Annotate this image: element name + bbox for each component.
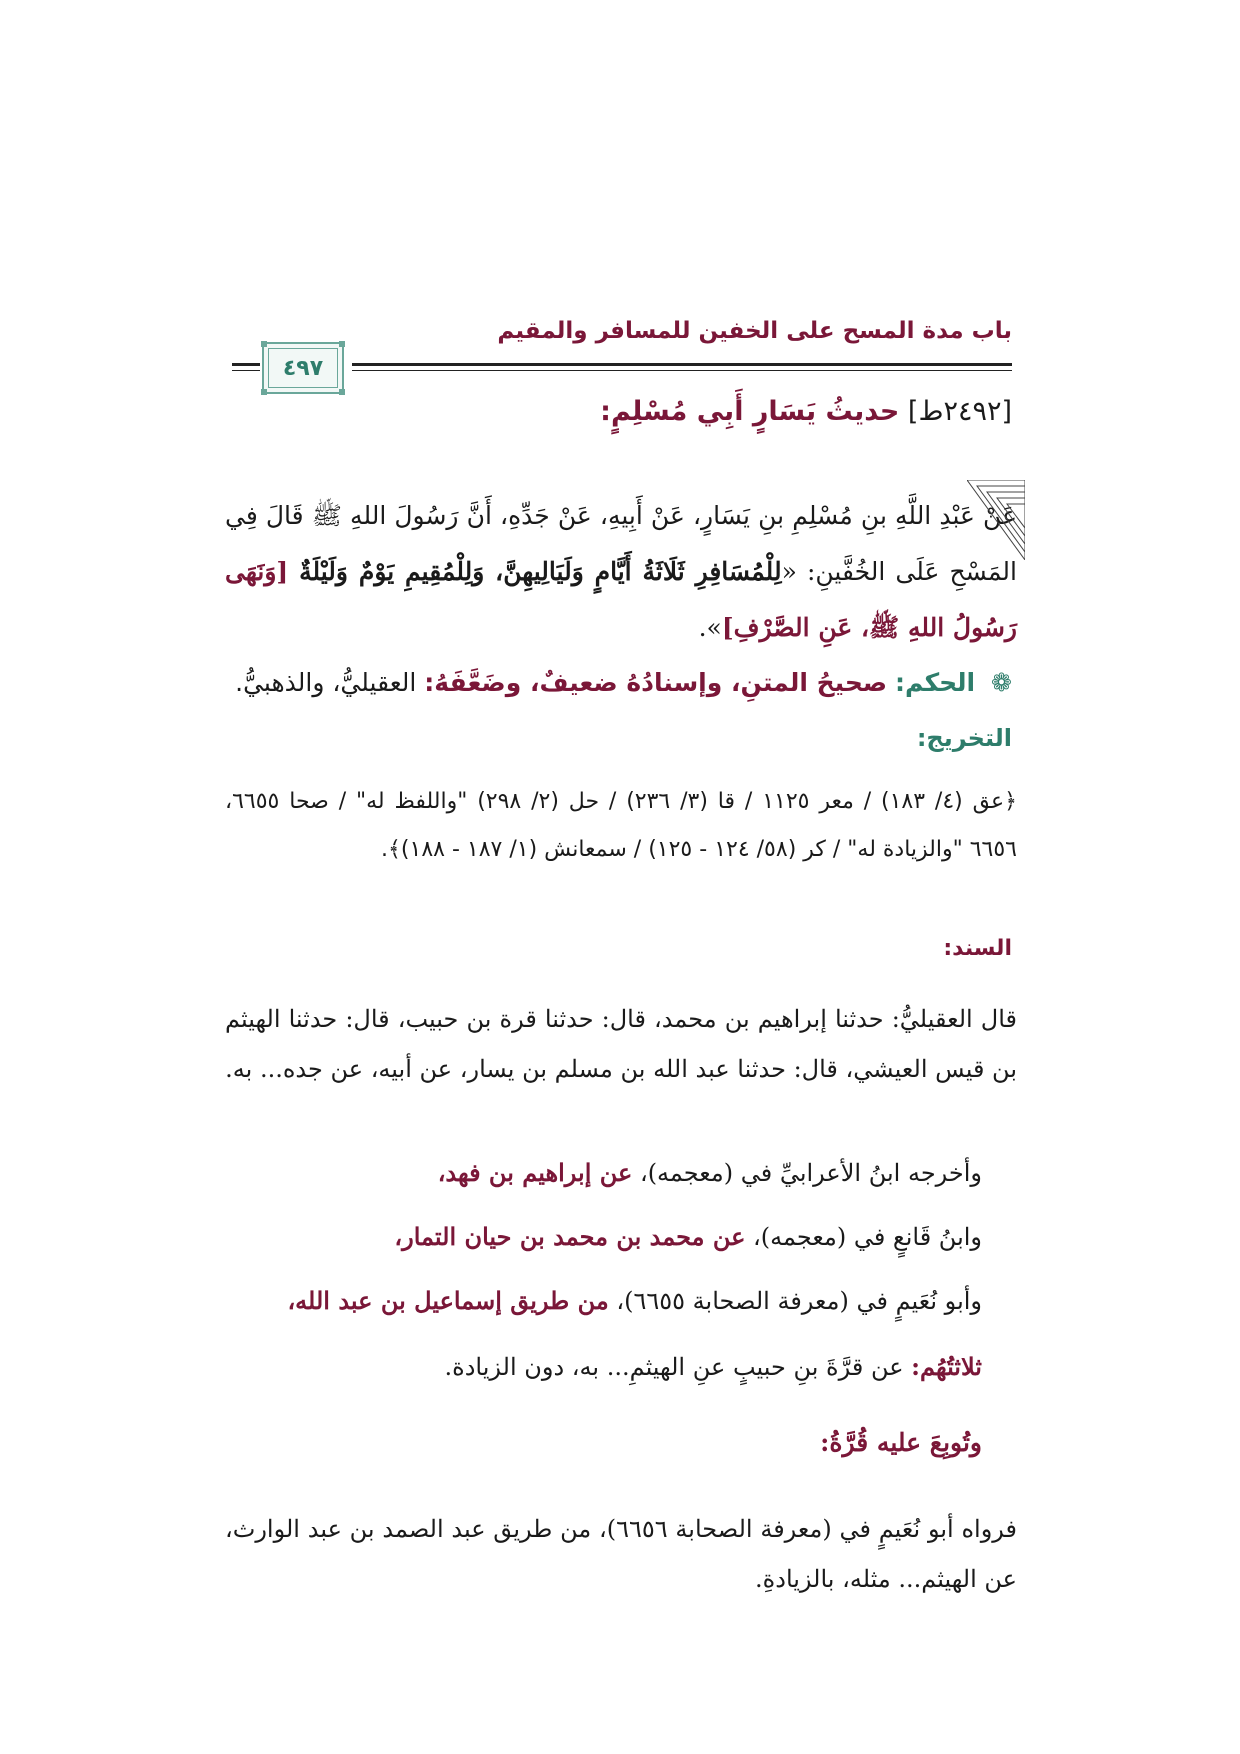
narration-chain: عن إبراهيم بن فهد، <box>437 1158 633 1187</box>
narration-chain: من طريق إسماعيل بن عبد الله، <box>287 1286 609 1315</box>
takhrij-label: التخريج: <box>916 724 1012 752</box>
matn-intro: عَنْ عَبْدِ اللَّهِ بنِ مُسْلِمِ بنِ يَسَارٍ، عَنْ أَبِيهِ، عَنْ جَدِّهِ، أَنَّ رَسُولَ اللهِ ﷺ قَالَ فِي المَسْحِ عَلَى الخُفَّينِ: « <box>225 501 1017 586</box>
page-number: ٤٩٧ <box>268 348 338 388</box>
takhrij-text: ﴿عق (٤/ ١٨٣) / معر ١١٢٥ / قا (٣/ ٢٣٦) / حل (٢/ ٢٩٨) "واللفظ له" / صحا ٦٦٥٥، ٦٦٥٦ "والزيادة له" / كر (٥٨/ ١٢٤ - ١٢٥) / سمعانش (١/ ١٨٧ - ١٨٨)﴾. <box>225 789 1017 862</box>
matn-bold: لِلْمُسَافِرِ ثَلَاثَةُ أَيَّامٍ وَلَيَالِيهِنَّ، وَلِلْمُقِيمِ يَوْمٌ وَلَيْلَةٌ <box>299 557 782 586</box>
sanad-text: قال العقيليُّ: حدثنا إبراهيم بن محمد، قال: حدثنا قرة بن حبيب، قال: حدثنا الهيثم بن قيس العيشي، قال: حدثنا عبد الله بن مسلم بن يسار، عن أبيه، عن جده... به. <box>225 1005 1017 1083</box>
matn-block <box>225 488 1017 656</box>
tubia-heading: وتُوبِعَ عليه قُرَّةُ: <box>820 1428 982 1457</box>
chapter-title: باب مدة المسح على الخفين للمسافر والمقيم <box>497 318 1012 344</box>
hukm-authorities: العقيليُّ، والذهبيُّ. <box>235 668 417 697</box>
frame-ornament-icon <box>339 389 345 395</box>
matn-addition: [وَنَهَى رَسُولُ اللهِ ﷺ، عَنِ الصَّرْفِ] <box>225 557 1017 642</box>
hadith-number: [٢٤٩٢ط] <box>907 396 1012 427</box>
hadith-heading <box>600 396 1012 427</box>
matn-text <box>225 488 1017 656</box>
page-number-frame <box>262 342 344 394</box>
corner-ornament-icon <box>967 480 1025 560</box>
narration-line <box>394 1222 982 1251</box>
hukm-verdict: صحيحُ المتنِ، وإسنادُهُ ضعيفٌ، وضَعَّفَهُ: <box>424 668 888 697</box>
frame-ornament-icon <box>261 389 267 395</box>
hadith-title: حديثُ يَسَارٍ أَبِي مُسْلِمٍ: <box>600 396 900 427</box>
narration-source: وابنُ قَانعٍ في (معجمه)، <box>745 1223 982 1251</box>
thalathatuhum-text: عن قرَّةَ بنِ حبيبٍ عنِ الهيثمِ... به، دون الزيادة. <box>444 1353 912 1381</box>
hukm-line <box>235 668 1012 697</box>
frame-ornament-icon <box>261 341 267 347</box>
narration-line <box>287 1286 982 1315</box>
narration-source: وأخرجه ابنُ الأعرابيِّ في (معجمه)، <box>632 1159 982 1187</box>
header-rule-left <box>232 363 260 366</box>
final-paragraph: فرواه أبو نُعَيمٍ في (معرفة الصحابة ٦٦٥٦)، من طريق عبد الصمد بن عبد الوارث، عن الهيثم... مثله، بالزيادةِ. <box>225 1515 1017 1593</box>
header-rule <box>352 363 1012 366</box>
narration-source: وأبو نُعَيمٍ في (معرفة الصحابة ٦٦٥٥)، <box>608 1287 982 1315</box>
narration-chain: عن محمد بن محمد بن حيان التمار، <box>394 1222 746 1251</box>
thalathatuhum-line <box>445 1352 982 1381</box>
matn-end: ». <box>698 613 722 642</box>
frame-ornament-icon <box>339 341 345 347</box>
narration-line <box>438 1158 982 1187</box>
header-rule-left-thin <box>232 370 260 371</box>
thalathatuhum-label: ثلاثتُهُم: <box>911 1352 982 1381</box>
hukm-label: الحكم: <box>894 668 976 697</box>
flower-ornament-icon: ❁ <box>991 668 1012 697</box>
header-rule-thin <box>352 370 1012 371</box>
sanad-label: السند: <box>943 936 1012 961</box>
